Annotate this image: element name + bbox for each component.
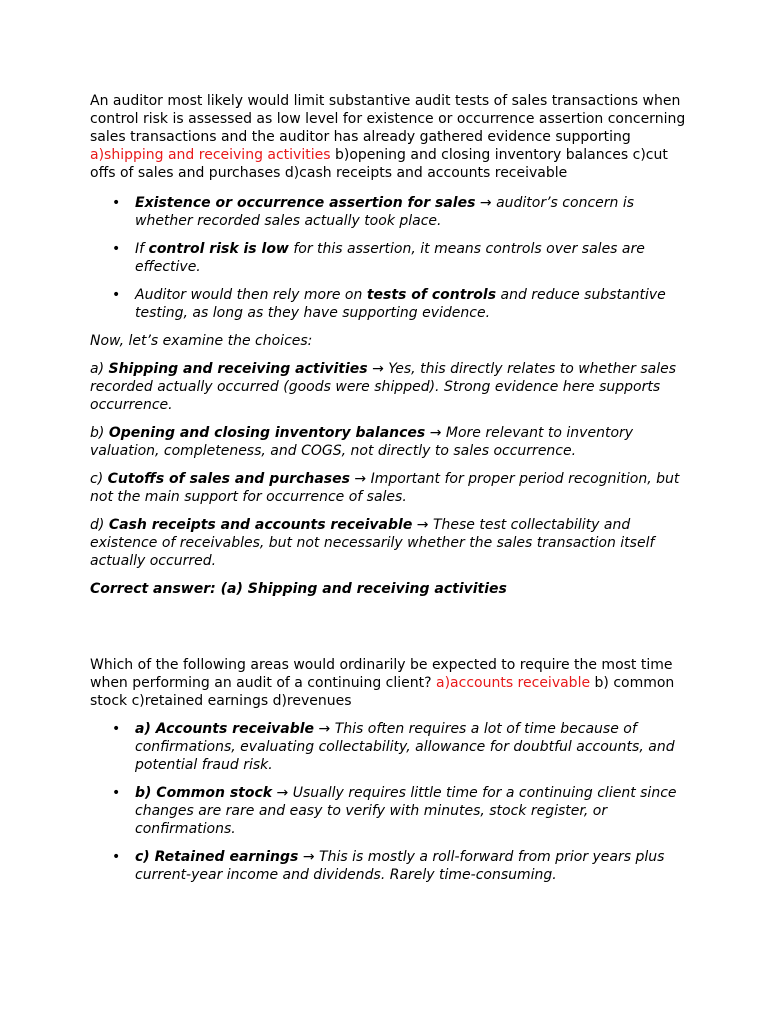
question-1-highlighted-choice: a)shipping and receiving activities [90,147,331,163]
option-d-explanation: d) Cash receipts and accounts receivable → These test collectability and existence of receivables, but not necessarily whether the sales transaction itself actually occurred. [90,517,655,569]
question-1-text: An auditor most likely would limit substantive audit tests of sales transactions when control risk is assessed as low level for existence or occurrence assertion concerning sales transactions and the auditor has already gathered evidence supporting [90,93,686,145]
question-1-other-choices: b)opening and closing inventory balances c)cut offs of sales and purchases d)cash receipts and accounts receivable [90,147,668,181]
question-2-other-choices: b) common stock c)retained earnings d)revenues [90,675,675,709]
question-2 [90,656,690,710]
section-gap [90,598,690,656]
question-2-text: Which of the following areas would ordinarily be expected to require the most time when performing an audit of a continuing client? [90,657,673,691]
choices-intro: Now, let’s examine the choices: [90,333,313,349]
correct-answer-text: Correct answer: (a) Shipping and receiving activities [90,581,507,597]
bullet-item: • b) Common stock → Usually requires little time for a continuing client since changes are rare and easy to verify with minutes, stock register, or confirmations. [90,784,690,838]
question-1-bullets [90,194,690,322]
bullet-item: • Existence or occurrence assertion for sales → auditor’s concern is whether recorded sales actually took place. [90,194,690,230]
bullet-item: • a) Accounts receivable → This often requires a lot of time because of confirmations, evaluating collectability, allowance for doubtful accounts, and potential fraud risk. [90,720,690,774]
option-c-explanation: c) Cutoffs of sales and purchases → Important for proper period recognition, but not the main support for occurrence of sales. [90,471,680,505]
question-2-bullets [90,720,690,884]
option-a-explanation: a) Shipping and receiving activities → Yes, this directly relates to whether sales recorded actually occurred (goods were shipped). Strong evidence here supports occurrence. [90,361,677,413]
bullet-item: • Auditor would then rely more on tests of controls and reduce substantive testing, as long as they have supporting evidence. [90,286,690,322]
question-2-highlighted-choice: a)accounts receivable [436,675,591,691]
option-b-explanation: b) Opening and closing inventory balances → More relevant to inventory valuation, completeness, and COGS, not directly to sales occurrence. [90,425,634,459]
bullet-item: • c) Retained earnings → This is mostly a roll-forward from prior years plus current-year income and dividends. Rarely time-consuming. [90,848,690,884]
document-page [90,92,690,894]
question-1 [90,92,690,182]
correct-answer [90,580,690,598]
bullet-item: • If control risk is low for this assertion, it means controls over sales are effective. [90,240,690,276]
